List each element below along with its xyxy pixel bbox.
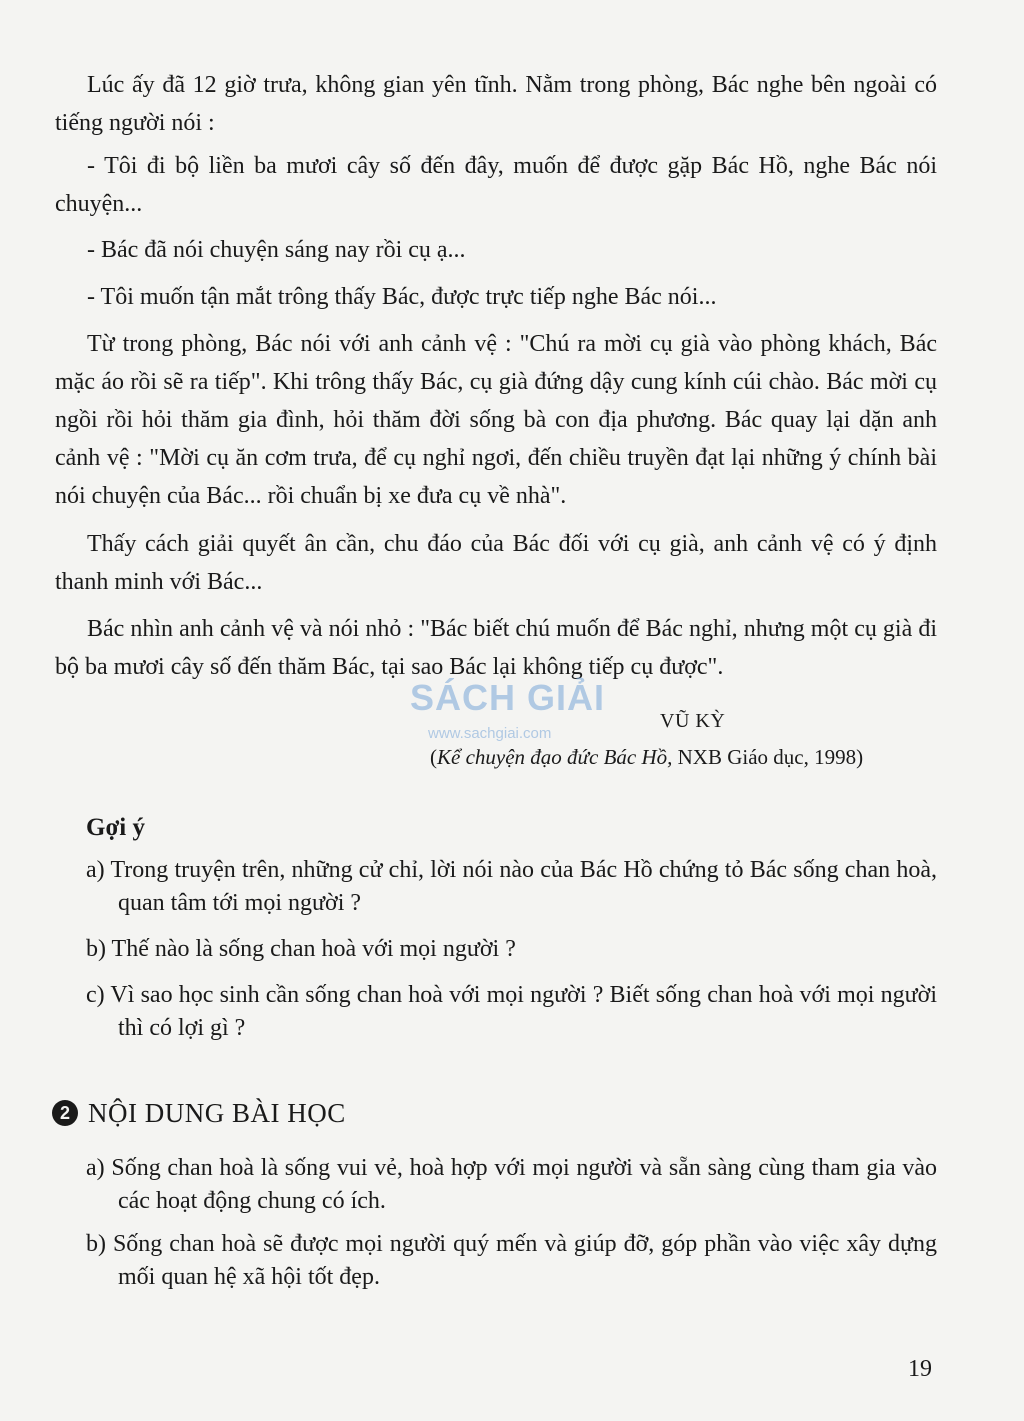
lesson-heading — [52, 1093, 346, 1133]
hint-item-b: b) Thế nào là sống chan hoà với mọi người ? — [86, 936, 516, 962]
watermark-url: www.sachgiai.com — [428, 725, 552, 742]
story-paragraph-3: - Bác đã nói chuyện sáng nay rồi cụ ạ... — [87, 237, 466, 263]
section-number-badge: 2 — [52, 1100, 78, 1126]
lesson-item-a: a) Sống chan hoà là sống vui vẻ, hoà hợp với mọi người và sẵn sàng cùng tham gia vào các hoạt động chung có ích. — [86, 1155, 937, 1214]
hints-heading: Gợi ý — [86, 814, 145, 841]
story-author: VŨ KỲ — [660, 710, 726, 732]
hint-item-c: c) Vì sao học sinh cần sống chan hoà với mọi người ? Biết sống chan hoà với mọi người thì có lợi gì ? — [86, 982, 937, 1041]
story-paragraph-1: Lúc ấy đã 12 giờ trưa, không gian yên tĩnh. Nằm trong phòng, Bác nghe bên ngoài có tiếng người nói : — [55, 72, 937, 136]
watermark-logo: SÁCH GIẢI — [410, 677, 606, 718]
source-book-title: Kể chuyện đạo đức Bác Hồ, — [437, 745, 673, 769]
story-source: (Kể chuyện đạo đức Bác Hồ, NXB Giáo dục, 1998) — [430, 745, 864, 769]
watermark — [410, 676, 620, 746]
hint-item-a: a) Trong truyện trên, những cử chỉ, lời nói nào của Bác Hồ chứng tỏ Bác sống chan hoà, quan tâm tới mọi người ? — [86, 857, 937, 916]
section-title: NỘI DUNG BÀI HỌC — [88, 1098, 346, 1128]
story-paragraph-6: Thấy cách giải quyết ân cần, chu đáo của Bác đối với cụ già, anh cảnh vệ có ý định thanh minh với Bác... — [55, 531, 937, 595]
story-paragraph-5: Từ trong phòng, Bác nói với anh cảnh vệ : "Chú ra mời cụ già vào phòng khách, Bác mặc áo rồi sẽ ra tiếp". Khi trông thấy Bác, cụ già đứng dậy cung kính cúi chào. Bác mời cụ ngồi rồi hỏi thăm gia đình, hỏi thăm đời sống bà con địa phương. Bác quay lại dặn anh cảnh vệ : "Mời cụ ăn cơm trưa, để cụ nghỉ ngơi, đến chiều truyền đạt lại những ý chính bài nói chuyện của Bác... rồi chuẩn bị xe đưa cụ về nhà". — [55, 331, 937, 509]
story-paragraph-4: - Tôi muốn tận mắt trông thấy Bác, được trực tiếp nghe Bác nói... — [87, 284, 717, 310]
page-number: 19 — [908, 1356, 932, 1382]
story-paragraph-2: - Tôi đi bộ liền ba mươi cây số đến đây, muốn để được gặp Bác Hồ, nghe Bác nói chuyện... — [55, 153, 937, 217]
lesson-item-b: b) Sống chan hoà sẽ được mọi người quý mến và giúp đỡ, góp phần vào việc xây dựng mối quan hệ xã hội tốt đẹp. — [86, 1231, 937, 1290]
story-paragraph-7: Bác nhìn anh cảnh vệ và nói nhỏ : "Bác biết chú muốn để Bác nghỉ, nhưng một cụ già đi bộ ba mươi cây số đến thăm Bác, tại sao Bác lại không tiếp cụ được". — [55, 616, 937, 680]
